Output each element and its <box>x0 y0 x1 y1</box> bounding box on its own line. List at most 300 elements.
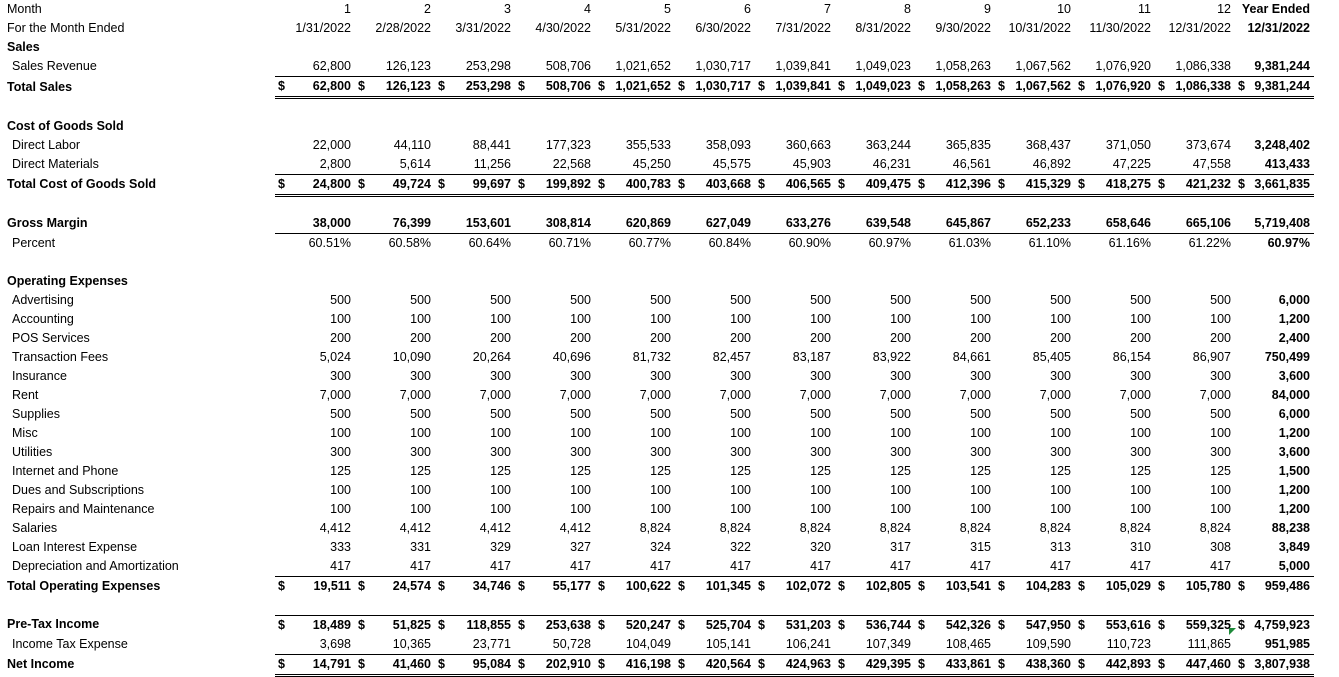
opex-row-loan-interest-expense-cell[interactable]: 313 <box>1050 540 1071 554</box>
cogs-section-cell[interactable] <box>755 117 835 136</box>
blank-row-cell[interactable] <box>995 596 1075 615</box>
opex-row-utilities-cell[interactable]: 300 <box>330 445 351 459</box>
total-opex-row-cell[interactable] <box>835 577 915 597</box>
opex-row-repairs-and-maintenance-cell[interactable]: 100 <box>490 502 511 516</box>
opex-row-misc-cell[interactable]: 100 <box>1210 426 1231 440</box>
opex-row-advertising-cell[interactable]: 500 <box>810 293 831 307</box>
opex-row-insurance-label[interactable]: Insurance <box>12 369 67 383</box>
opex-row-dues-and-subscriptions-cell[interactable]: 1,200 <box>1278 483 1310 497</box>
pretax-income-row-cell[interactable] <box>515 615 595 635</box>
opex-row-depreciation-and-amortization-cell[interactable]: 417 <box>355 557 435 577</box>
opex-row-pos-services-cell[interactable]: 200 <box>1210 331 1231 345</box>
opex-row-advertising-cell[interactable]: 500 <box>490 293 511 307</box>
opex-row-salaries-cell[interactable]: 8,824 <box>879 521 911 535</box>
opex-row-misc-cell[interactable]: 100 <box>570 426 591 440</box>
opex-row-accounting-cell[interactable]: 100 <box>490 312 511 326</box>
gross-margin-row-cell[interactable]: 38,000 <box>275 214 355 234</box>
opex-row-repairs-and-maintenance-cell[interactable]: 100 <box>410 502 431 516</box>
opex-row-advertising-cell[interactable]: 500 <box>730 293 751 307</box>
sales-section-cell[interactable] <box>515 38 595 57</box>
total-cogs-row-cell[interactable] <box>915 174 995 195</box>
opex-row-salaries-cell[interactable]: 8,824 <box>959 521 991 535</box>
total-sales-row-cell[interactable] <box>355 77 435 98</box>
opex-row-internet-and-phone-cell[interactable]: 125 <box>970 464 991 478</box>
blank-row-cell[interactable] <box>675 253 755 272</box>
direct-materials-row-cell[interactable]: 46,892 <box>1032 156 1071 171</box>
opex-row-transaction-fees-cell[interactable]: 82,457 <box>712 350 751 364</box>
net-income-row-cell[interactable] <box>915 654 995 675</box>
sales-revenue-row-cell[interactable]: 62,800 <box>312 59 351 73</box>
blank-row-cell[interactable] <box>595 195 675 214</box>
opex-row-accounting-cell[interactable]: 100 <box>810 312 831 326</box>
direct-labor-row-cell[interactable]: 177,323 <box>545 137 591 152</box>
opex-row-advertising-cell[interactable]: 500 <box>410 293 431 307</box>
month-number[interactable]: 8 <box>904 2 911 16</box>
percent-row-cell[interactable]: 61.03% <box>948 236 991 250</box>
opex-row-repairs-and-maintenance-cell[interactable]: 100 <box>330 502 351 516</box>
cogs-section-cell[interactable] <box>915 117 995 136</box>
blank-row-label[interactable] <box>0 98 275 117</box>
opex-row-supplies-cell[interactable]: 500 <box>1050 407 1071 421</box>
opex-row-depreciation-and-amortization-cell[interactable]: 417 <box>995 557 1075 577</box>
month-number[interactable]: 9 <box>984 2 991 16</box>
opex-row-loan-interest-expense-cell[interactable]: 322 <box>730 540 751 554</box>
total-sales-row-cell[interactable] <box>1155 77 1235 98</box>
opex-row-utilities-cell[interactable]: 300 <box>570 445 591 459</box>
blank-row-cell[interactable] <box>275 253 355 272</box>
gross-margin-row-cell[interactable]: 658,646 <box>1075 214 1155 234</box>
pretax-income-row-cell[interactable] <box>915 615 995 635</box>
sales-revenue-row-cell[interactable]: 1,030,717 <box>695 59 751 73</box>
opex-row-pos-services-label[interactable]: POS Services <box>12 331 90 345</box>
opex-row-accounting-cell[interactable]: 100 <box>1130 312 1151 326</box>
total-sales-row-cell[interactable] <box>1235 77 1314 98</box>
net-income-row-cell[interactable] <box>1075 654 1155 675</box>
blank-row-cell[interactable] <box>755 253 835 272</box>
opex-row-accounting-cell[interactable]: 100 <box>410 312 431 326</box>
opex-row-supplies-cell[interactable]: 6,000 <box>1278 407 1310 421</box>
opex-row-depreciation-and-amortization-cell[interactable]: 417 <box>1155 557 1235 577</box>
opex-row-depreciation-and-amortization-cell[interactable]: 417 <box>435 557 515 577</box>
opex-row-transaction-fees-label[interactable]: Transaction Fees <box>12 350 109 364</box>
opex-row-utilities-cell[interactable]: 3,600 <box>1278 445 1310 459</box>
opex-row-salaries-cell[interactable]: 4,412 <box>479 521 511 535</box>
opex-row-misc-label[interactable]: Misc <box>12 426 38 440</box>
income-tax-row-cell[interactable]: 10,365 <box>355 635 435 655</box>
month-number[interactable]: 2 <box>424 2 431 16</box>
opex-row-salaries-cell[interactable]: 4,412 <box>319 521 351 535</box>
opex-row-loan-interest-expense-cell[interactable]: 333 <box>330 540 351 554</box>
opex-row-advertising-cell[interactable]: 500 <box>570 293 591 307</box>
pretax-income-row-cell[interactable] <box>435 615 515 635</box>
blank-row-cell[interactable] <box>515 195 595 214</box>
net-income-row-cell[interactable] <box>275 654 355 675</box>
sales-section-cell[interactable] <box>595 38 675 57</box>
cogs-section-cell[interactable] <box>1155 117 1235 136</box>
total-sales-row-cell[interactable] <box>915 77 995 98</box>
total-cogs-row-label[interactable]: Total Cost of Goods Sold <box>7 177 157 191</box>
sales-revenue-row-cell[interactable]: 1,039,841 <box>775 59 831 73</box>
cogs-section-cell[interactable] <box>275 117 355 136</box>
opex-row-supplies-cell[interactable]: 500 <box>810 407 831 421</box>
opex-section-cell[interactable] <box>755 272 835 291</box>
blank-row-cell[interactable] <box>835 596 915 615</box>
month-end-date[interactable]: 6/30/2022 <box>695 21 751 35</box>
income-tax-row-cell[interactable]: 3,698 <box>275 635 355 655</box>
percent-row-cell[interactable]: 60.97% <box>868 236 911 250</box>
period-label[interactable]: For the Month Ended <box>7 21 125 35</box>
month-end-date[interactable]: 9/30/2022 <box>935 21 991 35</box>
gross-margin-row-cell[interactable]: 652,233 <box>995 214 1075 234</box>
opex-row-pos-services-cell[interactable]: 200 <box>650 331 671 345</box>
blank-row-cell[interactable] <box>275 195 355 214</box>
blank-row-cell[interactable] <box>1075 596 1155 615</box>
gross-margin-row-cell[interactable]: 639,548 <box>835 214 915 234</box>
total-sales-row-cell[interactable] <box>435 77 515 98</box>
sales-revenue-row-cell[interactable]: 1,049,023 <box>855 59 911 73</box>
opex-row-supplies-cell[interactable]: 500 <box>490 407 511 421</box>
opex-row-supplies-cell[interactable]: 500 <box>730 407 751 421</box>
net-income-row-label[interactable]: Net Income <box>7 657 75 671</box>
opex-section-cell[interactable] <box>595 272 675 291</box>
cogs-section-cell[interactable] <box>995 117 1075 136</box>
opex-row-pos-services-cell[interactable]: 200 <box>410 331 431 345</box>
sales-revenue-row-cell[interactable]: 1,076,920 <box>1095 59 1151 73</box>
opex-row-loan-interest-expense-cell[interactable]: 320 <box>810 540 831 554</box>
direct-labor-row-cell[interactable]: 44,110 <box>393 137 431 152</box>
month-end-date[interactable]: 8/31/2022 <box>855 21 911 35</box>
opex-row-dues-and-subscriptions-cell[interactable]: 100 <box>1210 483 1231 497</box>
opex-row-supplies-cell[interactable]: 500 <box>650 407 671 421</box>
opex-row-transaction-fees-cell[interactable]: 5,024 <box>319 350 351 364</box>
gross-margin-row-cell[interactable]: 633,276 <box>755 214 835 234</box>
opex-row-pos-services-cell[interactable]: 200 <box>1050 331 1071 345</box>
opex-section-cell[interactable] <box>835 272 915 291</box>
opex-row-transaction-fees-cell[interactable]: 40,696 <box>552 350 591 364</box>
blank-row-cell[interactable] <box>1235 596 1314 615</box>
blank-row-cell[interactable] <box>835 98 915 117</box>
opex-row-internet-and-phone-cell[interactable]: 125 <box>330 464 351 478</box>
opex-row-accounting-cell[interactable]: 100 <box>890 312 911 326</box>
cogs-section-cell[interactable] <box>355 117 435 136</box>
opex-row-salaries-label[interactable]: Salaries <box>12 521 58 535</box>
opex-row-supplies-cell[interactable]: 500 <box>570 407 591 421</box>
opex-row-transaction-fees-cell[interactable]: 85,405 <box>1032 350 1071 364</box>
total-cogs-row-cell[interactable] <box>835 174 915 195</box>
total-sales-row-cell[interactable] <box>995 77 1075 98</box>
sales-section-cell[interactable] <box>1155 38 1235 57</box>
opex-row-misc-cell[interactable]: 100 <box>410 426 431 440</box>
total-opex-row-label[interactable]: Total Operating Expenses <box>7 578 161 593</box>
pretax-income-row-cell[interactable] <box>675 615 755 635</box>
percent-row-cell[interactable]: 61.16% <box>1108 236 1151 250</box>
blank-row-cell[interactable] <box>915 195 995 214</box>
blank-row-label[interactable] <box>0 195 275 214</box>
opex-row-loan-interest-expense-cell[interactable]: 3,849 <box>1278 540 1310 554</box>
sales-revenue-row-cell[interactable]: 508,706 <box>545 59 591 73</box>
opex-row-insurance-cell[interactable]: 300 <box>650 369 671 383</box>
opex-row-depreciation-and-amortization-cell[interactable]: 417 <box>595 557 675 577</box>
net-income-row-cell[interactable] <box>1235 654 1314 675</box>
percent-row-cell[interactable]: 60.84% <box>708 236 751 250</box>
month-number[interactable]: 11 <box>1138 2 1151 16</box>
gross-margin-row-cell[interactable]: 665,106 <box>1155 214 1235 234</box>
direct-materials-row-cell[interactable]: 413,433 <box>1264 156 1310 171</box>
opex-row-transaction-fees-cell[interactable]: 20,264 <box>472 350 511 364</box>
direct-labor-row-cell[interactable]: 365,835 <box>945 137 991 152</box>
opex-row-misc-cell[interactable]: 100 <box>330 426 351 440</box>
opex-row-transaction-fees-cell[interactable]: 750,499 <box>1264 350 1310 364</box>
opex-row-loan-interest-expense-cell[interactable]: 315 <box>970 540 991 554</box>
opex-row-utilities-cell[interactable]: 300 <box>1130 445 1151 459</box>
opex-row-rent-cell[interactable]: 7,000 <box>959 388 991 402</box>
blank-row-cell[interactable] <box>1075 98 1155 117</box>
gross-margin-row-cell[interactable]: 645,867 <box>915 214 995 234</box>
opex-row-misc-cell[interactable]: 100 <box>890 426 911 440</box>
opex-row-insurance-cell[interactable]: 300 <box>490 369 511 383</box>
total-cogs-row-cell[interactable] <box>1155 174 1235 195</box>
opex-row-internet-and-phone-cell[interactable]: 125 <box>490 464 511 478</box>
total-opex-row-cell[interactable] <box>995 577 1075 597</box>
opex-row-insurance-cell[interactable]: 3,600 <box>1278 369 1310 383</box>
opex-row-depreciation-and-amortization-cell[interactable]: 417 <box>835 557 915 577</box>
opex-row-utilities-cell[interactable]: 300 <box>730 445 751 459</box>
opex-section-cell[interactable] <box>355 272 435 291</box>
opex-row-dues-and-subscriptions-cell[interactable]: 100 <box>810 483 831 497</box>
opex-row-salaries-cell[interactable]: 4,412 <box>559 521 591 535</box>
total-opex-row-cell[interactable] <box>1155 577 1235 597</box>
sales-section-cell[interactable] <box>755 38 835 57</box>
opex-row-dues-and-subscriptions-cell[interactable]: 100 <box>650 483 671 497</box>
opex-row-insurance-cell[interactable]: 300 <box>810 369 831 383</box>
gross-margin-row-cell[interactable]: 76,399 <box>355 214 435 234</box>
sales-revenue-row-cell[interactable]: 1,086,338 <box>1175 59 1231 73</box>
month-label[interactable]: Month <box>7 2 42 16</box>
pretax-income-row-cell[interactable] <box>995 615 1075 635</box>
opex-row-pos-services-cell[interactable]: 200 <box>810 331 831 345</box>
opex-row-dues-and-subscriptions-cell[interactable]: 100 <box>1130 483 1151 497</box>
opex-row-repairs-and-maintenance-cell[interactable]: 100 <box>730 502 751 516</box>
direct-materials-row-cell[interactable]: 11,256 <box>473 156 511 171</box>
opex-row-internet-and-phone-cell[interactable]: 125 <box>410 464 431 478</box>
month-end-date[interactable]: 10/31/2022 <box>1008 21 1071 35</box>
month-number[interactable]: 5 <box>664 2 671 16</box>
total-opex-row-cell[interactable] <box>355 577 435 597</box>
net-income-row-cell[interactable] <box>435 654 515 675</box>
blank-row-cell[interactable] <box>675 596 755 615</box>
blank-row-cell[interactable] <box>755 195 835 214</box>
total-cogs-row-cell[interactable] <box>515 174 595 195</box>
pretax-income-row-cell[interactable] <box>755 615 835 635</box>
blank-row-cell[interactable] <box>915 98 995 117</box>
opex-row-accounting-cell[interactable]: 1,200 <box>1278 312 1310 326</box>
total-cogs-row-cell[interactable] <box>1075 174 1155 195</box>
percent-row-cell[interactable]: 60.58% <box>388 236 431 250</box>
opex-row-repairs-and-maintenance-cell[interactable]: 100 <box>1050 502 1071 516</box>
sales-section-label[interactable]: Sales <box>7 40 40 54</box>
income-tax-row-cell[interactable]: 50,728 <box>515 635 595 655</box>
sales-section-cell[interactable] <box>995 38 1075 57</box>
opex-row-rent-label[interactable]: Rent <box>12 388 39 402</box>
opex-section-cell[interactable] <box>1155 272 1235 291</box>
opex-row-rent-cell[interactable]: 7,000 <box>879 388 911 402</box>
opex-row-salaries-cell[interactable]: 8,824 <box>719 521 751 535</box>
opex-row-misc-cell[interactable]: 100 <box>730 426 751 440</box>
opex-row-depreciation-and-amortization-cell[interactable]: 417 <box>515 557 595 577</box>
total-cogs-row-cell[interactable] <box>675 174 755 195</box>
income-tax-row-cell[interactable]: 106,241 <box>755 635 835 655</box>
blank-row-label[interactable] <box>0 253 275 272</box>
opex-section-cell[interactable] <box>275 272 355 291</box>
opex-row-dues-and-subscriptions-cell[interactable]: 100 <box>490 483 511 497</box>
blank-row-cell[interactable] <box>915 253 995 272</box>
opex-row-repairs-and-maintenance-cell[interactable]: 1,200 <box>1278 502 1310 516</box>
opex-row-rent-cell[interactable]: 7,000 <box>639 388 671 402</box>
blank-row-label[interactable] <box>0 596 275 615</box>
year-ended-label[interactable]: Year Ended <box>1241 2 1310 16</box>
blank-row-cell[interactable] <box>435 253 515 272</box>
opex-row-rent-cell[interactable]: 7,000 <box>799 388 831 402</box>
direct-materials-row-cell[interactable]: 5,614 <box>399 156 431 171</box>
direct-labor-row-cell[interactable]: 363,244 <box>865 137 911 152</box>
opex-row-accounting-cell[interactable]: 100 <box>1210 312 1231 326</box>
opex-row-advertising-cell[interactable]: 500 <box>650 293 671 307</box>
opex-row-advertising-cell[interactable]: 500 <box>970 293 991 307</box>
opex-section-cell[interactable] <box>1075 272 1155 291</box>
opex-section-cell[interactable] <box>435 272 515 291</box>
sales-revenue-row-label[interactable]: Sales Revenue <box>12 59 97 74</box>
net-income-row-cell[interactable] <box>595 654 675 675</box>
opex-row-repairs-and-maintenance-cell[interactable]: 100 <box>1130 502 1151 516</box>
blank-row-cell[interactable] <box>435 195 515 214</box>
income-tax-row-cell[interactable]: 107,349 <box>835 635 915 655</box>
direct-labor-row-cell[interactable]: 88,441 <box>472 137 511 152</box>
total-sales-row-cell[interactable] <box>835 77 915 98</box>
opex-row-misc-cell[interactable]: 1,200 <box>1278 426 1310 440</box>
pretax-income-row-cell[interactable] <box>835 615 915 635</box>
opex-row-advertising-cell[interactable]: 500 <box>890 293 911 307</box>
opex-row-insurance-cell[interactable]: 300 <box>1050 369 1071 383</box>
blank-row-cell[interactable] <box>355 596 435 615</box>
direct-materials-row-cell[interactable]: 46,231 <box>872 156 911 171</box>
blank-row-cell[interactable] <box>595 98 675 117</box>
total-sales-row-cell[interactable] <box>755 77 835 98</box>
opex-row-advertising-cell[interactable]: 500 <box>1210 293 1231 307</box>
percent-row-cell[interactable]: 60.77% <box>628 236 671 250</box>
blank-row-cell[interactable] <box>275 596 355 615</box>
opex-row-transaction-fees-cell[interactable]: 81,732 <box>632 350 671 364</box>
blank-row-cell[interactable] <box>435 98 515 117</box>
gross-margin-row-cell[interactable]: 308,814 <box>515 214 595 234</box>
opex-row-misc-cell[interactable]: 100 <box>650 426 671 440</box>
direct-labor-row-cell[interactable]: 3,248,402 <box>1254 137 1310 152</box>
income-tax-row-cell[interactable]: 108,465 <box>915 635 995 655</box>
opex-row-misc-cell[interactable]: 100 <box>1130 426 1151 440</box>
opex-row-pos-services-cell[interactable]: 2,400 <box>1278 331 1310 345</box>
month-end-date[interactable]: 3/31/2022 <box>455 21 511 35</box>
opex-row-salaries-cell[interactable]: 8,824 <box>639 521 671 535</box>
month-number[interactable]: 4 <box>584 2 591 16</box>
total-cogs-row-cell[interactable] <box>1235 174 1314 195</box>
total-sales-row-cell[interactable] <box>275 77 355 98</box>
income-tax-row-cell[interactable]: 951,985 <box>1235 635 1314 655</box>
net-income-row-cell[interactable] <box>1155 654 1235 675</box>
total-cogs-row-cell[interactable] <box>995 174 1075 195</box>
pretax-income-row-cell[interactable] <box>275 615 355 635</box>
direct-materials-row-cell[interactable]: 22,568 <box>552 156 591 171</box>
direct-materials-row-cell[interactable]: 47,558 <box>1192 156 1231 171</box>
opex-row-repairs-and-maintenance-cell[interactable]: 100 <box>810 502 831 516</box>
month-end-date[interactable]: 11/30/2022 <box>1089 21 1151 35</box>
direct-labor-row-cell[interactable]: 355,533 <box>625 137 671 152</box>
opex-row-insurance-cell[interactable]: 300 <box>330 369 351 383</box>
direct-labor-row-cell[interactable]: 368,437 <box>1025 137 1071 152</box>
blank-row-cell[interactable] <box>995 195 1075 214</box>
sales-section-cell[interactable] <box>435 38 515 57</box>
month-end-date[interactable]: 1/31/2022 <box>295 21 351 35</box>
opex-row-internet-and-phone-cell[interactable]: 125 <box>1050 464 1071 478</box>
income-tax-row-cell[interactable]: 109,590 <box>995 635 1075 655</box>
opex-row-insurance-cell[interactable]: 300 <box>730 369 751 383</box>
blank-row-cell[interactable] <box>1155 98 1235 117</box>
opex-row-transaction-fees-cell[interactable]: 84,661 <box>952 350 991 364</box>
opex-row-advertising-cell[interactable]: 6,000 <box>1278 293 1310 307</box>
opex-row-loan-interest-expense-cell[interactable]: 327 <box>570 540 591 554</box>
blank-row-cell[interactable] <box>755 596 835 615</box>
year-end-date[interactable]: 12/31/2022 <box>1247 21 1310 35</box>
income-tax-row-cell[interactable]: 111,865 <box>1155 635 1235 655</box>
opex-row-repairs-and-maintenance-cell[interactable]: 100 <box>1210 502 1231 516</box>
opex-row-supplies-cell[interactable]: 500 <box>410 407 431 421</box>
total-sales-row-cell[interactable] <box>675 77 755 98</box>
total-sales-row-cell[interactable] <box>515 77 595 98</box>
opex-row-repairs-and-maintenance-cell[interactable]: 100 <box>570 502 591 516</box>
opex-row-rent-cell[interactable]: 7,000 <box>479 388 511 402</box>
opex-row-supplies-cell[interactable]: 500 <box>330 407 351 421</box>
opex-row-rent-cell[interactable]: 7,000 <box>319 388 351 402</box>
opex-row-transaction-fees-cell[interactable]: 86,154 <box>1112 350 1151 364</box>
opex-row-accounting-cell[interactable]: 100 <box>330 312 351 326</box>
sales-revenue-row-cell[interactable]: 9,381,244 <box>1254 59 1310 73</box>
blank-row-cell[interactable] <box>835 195 915 214</box>
opex-row-misc-cell[interactable]: 100 <box>810 426 831 440</box>
net-income-row-cell[interactable] <box>755 654 835 675</box>
total-cogs-row-cell[interactable] <box>435 174 515 195</box>
month-end-date[interactable]: 7/31/2022 <box>775 21 831 35</box>
net-income-row-cell[interactable] <box>355 654 435 675</box>
opex-row-internet-and-phone-cell[interactable]: 1,500 <box>1278 464 1310 478</box>
blank-row-cell[interactable] <box>675 195 755 214</box>
total-opex-row-cell[interactable] <box>755 577 835 597</box>
total-sales-row-cell[interactable] <box>1075 77 1155 98</box>
opex-row-depreciation-and-amortization-label[interactable]: Depreciation and Amortization <box>12 559 179 574</box>
opex-row-loan-interest-expense-cell[interactable]: 329 <box>490 540 511 554</box>
blank-row-cell[interactable] <box>755 98 835 117</box>
cogs-section-cell[interactable] <box>1075 117 1155 136</box>
month-end-date[interactable]: 12/31/2022 <box>1168 21 1231 35</box>
total-sales-row-label[interactable]: Total Sales <box>7 79 73 94</box>
opex-section-cell[interactable] <box>515 272 595 291</box>
opex-row-insurance-cell[interactable]: 300 <box>1130 369 1151 383</box>
opex-row-utilities-cell[interactable]: 300 <box>650 445 671 459</box>
opex-row-transaction-fees-cell[interactable]: 86,907 <box>1192 350 1231 364</box>
opex-row-accounting-cell[interactable]: 100 <box>1050 312 1071 326</box>
pretax-income-row-label[interactable]: Pre-Tax Income <box>7 617 100 632</box>
percent-row-label[interactable]: Percent <box>12 235 56 250</box>
opex-row-internet-and-phone-label[interactable]: Internet and Phone <box>12 464 119 478</box>
opex-row-depreciation-and-amortization-cell[interactable]: 417 <box>675 557 755 577</box>
total-opex-row-cell[interactable] <box>515 577 595 597</box>
